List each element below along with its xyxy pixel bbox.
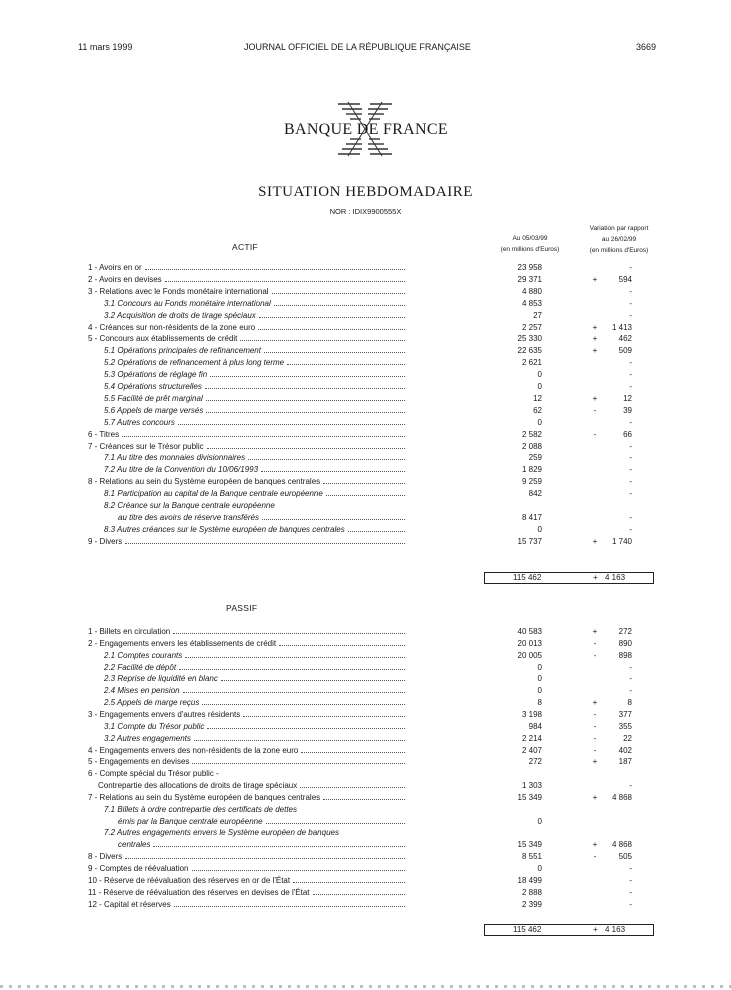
dotted-leader <box>192 763 405 764</box>
table-row <box>0 805 731 817</box>
row-label: 2.2 Facilité de dépôt <box>104 662 177 672</box>
row-amount: 0 <box>537 864 542 873</box>
dotted-leader <box>125 858 405 859</box>
row-variation-sign: - <box>593 721 597 731</box>
row-amount: 2 214 <box>521 733 542 743</box>
dotted-leader <box>326 495 405 496</box>
row-variation: 377 <box>618 709 632 719</box>
table-row <box>0 817 731 829</box>
row-amount: 20 005 <box>517 650 542 660</box>
dotted-leader <box>287 364 405 365</box>
dotted-leader <box>192 870 405 871</box>
row-variation: - <box>629 781 632 791</box>
table-row <box>0 781 731 793</box>
dotted-leader <box>272 293 405 294</box>
row-variation-sign: + <box>592 346 598 356</box>
row-label: 8 - Divers <box>88 852 123 862</box>
row-amount: 15 349 <box>517 792 542 802</box>
dotted-leader <box>194 740 405 741</box>
row-label: 12 - Capital et réserves <box>88 899 171 909</box>
row-amount: 12 <box>533 393 542 403</box>
logo-text: BANQUE DE FRANCE <box>284 121 448 138</box>
row-amount: 2 621 <box>521 358 542 368</box>
row-label: 2.4 Mises en pension <box>104 686 180 696</box>
row-variation: - <box>629 674 632 684</box>
column-header-date: Au 05/03/99 <box>512 235 548 242</box>
row-variation: 462 <box>618 334 632 344</box>
dotted-leader <box>165 281 405 282</box>
dotted-leader <box>261 471 405 472</box>
table-row <box>0 746 731 758</box>
row-amount: 2 582 <box>521 429 542 439</box>
row-variation: - <box>629 441 632 451</box>
row-variation: 12 <box>623 393 632 403</box>
table-row <box>0 864 731 876</box>
row-amount: 1 303 <box>521 781 542 791</box>
row-variation-sign: - <box>593 745 597 755</box>
row-label: 2.5 Appels de marge reçus <box>104 698 200 708</box>
dotted-leader <box>207 728 405 729</box>
row-variation-sign: - <box>593 405 597 415</box>
table-row <box>0 299 731 311</box>
table-row <box>0 769 731 781</box>
row-variation: 187 <box>618 757 632 767</box>
dotted-leader <box>301 752 405 753</box>
row-label: 8.2 Créance sur la Banque centrale européenne <box>104 501 275 510</box>
table-row <box>0 275 731 287</box>
row-variation: 402 <box>618 745 632 755</box>
dotted-leader <box>240 340 405 341</box>
row-amount: 18 499 <box>517 875 542 885</box>
table-row <box>0 323 731 335</box>
row-variation: - <box>629 453 632 463</box>
table-row <box>0 698 731 710</box>
row-label: 8.3 Autres créances sur le Système européen de banques centrales <box>104 524 345 534</box>
row-label: 7 - Créances sur le Trésor public <box>88 441 204 451</box>
row-label: 5.7 Autres concours <box>104 417 175 427</box>
row-amount: 0 <box>537 382 542 391</box>
dotted-leader <box>174 906 405 907</box>
row-label: 5.6 Appels de marge versés <box>104 405 204 415</box>
row-amount: 272 <box>528 757 542 767</box>
row-label: 2 - Avoirs en devises <box>88 274 162 284</box>
row-variation: 898 <box>618 650 632 660</box>
column-header-unit: (en millions d'Euros) <box>500 246 560 253</box>
row-variation: 272 <box>618 627 632 636</box>
row-amount: 15 349 <box>517 840 542 850</box>
table-row <box>0 674 731 686</box>
row-amount: 2 088 <box>521 441 542 451</box>
row-variation-sign: - <box>593 638 597 648</box>
table-row <box>0 852 731 864</box>
dotted-leader <box>262 519 405 520</box>
row-variation: - <box>629 465 632 475</box>
row-amount: 0 <box>537 816 542 826</box>
row-variation: 1 413 <box>611 322 632 332</box>
row-amount: 259 <box>528 453 542 463</box>
dotted-leader <box>274 305 405 306</box>
table-row <box>0 663 731 675</box>
table-row <box>0 382 731 394</box>
page-title: SITUATION HEBDOMADAIRE <box>258 184 473 200</box>
dotted-leader <box>153 846 405 847</box>
row-label: 5 - Engagements en devises <box>88 757 190 767</box>
row-amount: 9 259 <box>521 477 542 487</box>
row-variation: 594 <box>618 274 632 284</box>
table-row <box>0 287 731 299</box>
row-label: 3.2 Acquisition de droits de tirage spéciaux <box>104 310 256 320</box>
dotted-leader <box>205 388 405 389</box>
table-row <box>0 686 731 698</box>
table-row <box>0 453 731 465</box>
row-variation: - <box>629 899 632 909</box>
row-amount: 4 853 <box>521 298 542 308</box>
row-amount: 40 583 <box>517 627 542 636</box>
table-row <box>0 757 731 769</box>
row-label: 3.1 Concours au Fonds monétaire international <box>104 298 271 308</box>
passif-total-box <box>484 924 654 936</box>
row-variation: - <box>629 524 632 534</box>
scan-artifact-line <box>0 985 731 988</box>
table-row <box>0 513 731 525</box>
row-label: 7 - Relations au sein du Système européen de banques centrales <box>88 792 321 802</box>
dotted-leader <box>300 787 405 788</box>
row-label: 2 - Engagements envers les établissements de crédit <box>88 638 277 648</box>
row-label: émis par la Banque centrale européenne <box>118 816 263 826</box>
row-variation: - <box>629 875 632 885</box>
row-variation-sign: + <box>592 393 598 403</box>
row-variation: 355 <box>618 721 632 731</box>
table-row <box>0 793 731 805</box>
row-variation: - <box>629 489 632 499</box>
row-amount: 0 <box>537 417 542 427</box>
row-variation: - <box>629 686 632 696</box>
row-amount: 4 880 <box>521 286 542 296</box>
row-variation-sign: - <box>593 852 597 862</box>
row-label: 9 - Comptes de réévaluation <box>88 864 189 873</box>
table-row <box>0 358 731 370</box>
row-label: 6 - Titres <box>88 429 120 439</box>
row-label: 8 - Relations au sein du Système européen de banques centrales <box>88 477 321 487</box>
table-row <box>0 876 731 888</box>
row-variation: - <box>629 286 632 296</box>
dotted-leader <box>173 633 405 634</box>
dotted-leader <box>221 680 405 681</box>
row-amount: 1 829 <box>521 465 542 475</box>
row-label: 2.1 Comptes courants <box>104 650 183 660</box>
column-header-variation-unit: (en millions d'Euros) <box>589 247 649 254</box>
row-variation: 1 740 <box>611 536 632 546</box>
table-row <box>0 394 731 406</box>
row-variation-sign: - <box>593 429 597 439</box>
row-variation-sign: + <box>592 627 598 636</box>
row-amount: 984 <box>528 721 542 731</box>
row-amount: 62 <box>533 405 542 415</box>
row-variation: - <box>629 887 632 897</box>
row-label: 10 - Réserve de réévaluation des réserves en or de l'État <box>88 875 291 885</box>
row-variation-sign: + <box>592 792 598 802</box>
row-variation: - <box>629 263 632 272</box>
row-amount: 8 <box>537 698 542 708</box>
row-variation: - <box>629 417 632 427</box>
header-journal: JOURNAL OFFICIEL DE LA RÉPUBLIQUE FRANÇAISE <box>244 42 471 52</box>
row-variation: - <box>629 662 632 672</box>
row-label: 3.1 Compte du Trésor public <box>104 721 205 731</box>
row-label: 5.5 Facilité de prêt marginal <box>104 393 203 403</box>
dotted-leader <box>266 823 405 824</box>
row-variation: - <box>629 310 632 320</box>
dotted-leader <box>323 799 405 800</box>
row-label: 4 - Créances sur non-résidents de la zone euro <box>88 322 256 332</box>
dotted-leader <box>323 483 405 484</box>
row-variation-sign: + <box>592 840 598 850</box>
row-variation: 505 <box>618 852 632 862</box>
row-variation: 66 <box>623 429 632 439</box>
table-row <box>0 263 731 275</box>
table-row <box>0 840 731 852</box>
row-variation: - <box>629 512 632 522</box>
dotted-leader <box>313 894 405 895</box>
row-variation-sign: + <box>592 274 598 284</box>
row-amount: 2 888 <box>521 887 542 897</box>
dotted-leader <box>122 436 405 437</box>
banque-de-france-logo <box>240 96 490 160</box>
table-row <box>0 651 731 663</box>
dotted-leader <box>279 645 405 646</box>
row-amount: 20 013 <box>517 638 542 648</box>
row-label: 9 - Divers <box>88 536 123 546</box>
nor-reference: NOR : IDIX9900555X <box>329 207 402 216</box>
actif-total-variation: 4 163 <box>605 573 626 582</box>
row-label: 4 - Engagements envers des non-résidents de la zone euro <box>88 745 299 755</box>
row-amount: 3 198 <box>521 709 542 719</box>
table-row <box>0 489 731 501</box>
row-label: 2.3 Reprise de liquidité en blanc <box>104 674 218 684</box>
dotted-leader <box>202 704 405 705</box>
row-label: 1 - Billets en circulation <box>88 627 171 636</box>
row-variation-sign: - <box>593 709 597 719</box>
actif-section-title: ACTIF <box>232 242 259 252</box>
table-row <box>0 465 731 477</box>
row-variation: 39 <box>623 405 632 415</box>
row-amount: 0 <box>537 674 542 684</box>
dotted-leader <box>248 459 405 460</box>
column-header-variation-title: Variation par rapport <box>589 225 649 232</box>
row-variation: - <box>629 358 632 368</box>
dotted-leader <box>348 531 405 532</box>
dotted-leader <box>206 400 405 401</box>
row-label: au titre des avoirs de réserve transférés <box>118 512 259 522</box>
actif-total-sign: + <box>593 573 598 582</box>
row-variation-sign: + <box>592 334 598 344</box>
dotted-leader <box>258 329 405 330</box>
dotted-leader <box>206 412 405 413</box>
table-row <box>0 734 731 746</box>
row-label: centrales <box>118 840 151 850</box>
row-variation: - <box>629 864 632 873</box>
row-amount: 2 399 <box>521 899 542 909</box>
table-row <box>0 639 731 651</box>
row-label: 5.2 Opérations de refinancement à plus long terme <box>104 358 285 368</box>
row-variation: 4 868 <box>611 792 632 802</box>
table-row <box>0 311 731 323</box>
table-row <box>0 477 731 489</box>
row-variation: 8 <box>627 698 632 708</box>
row-amount: 2 407 <box>521 745 542 755</box>
row-label: 5 - Concours aux établissements de crédit <box>88 334 238 344</box>
row-label: 7.2 Au titre de la Convention du 10/06/1993 <box>104 465 259 475</box>
table-row <box>0 406 731 418</box>
table-row <box>0 501 731 513</box>
dotted-leader <box>210 376 405 377</box>
row-amount: 23 958 <box>517 263 542 272</box>
row-variation-sign: + <box>592 536 598 546</box>
row-amount: 29 371 <box>517 274 542 284</box>
passif-section-title: PASSIF <box>226 603 258 613</box>
row-variation-sign: - <box>593 650 597 660</box>
row-label: 7.2 Autres engagements envers le Système européen de banques <box>104 828 339 838</box>
row-amount: 0 <box>537 524 542 534</box>
table-row <box>0 370 731 382</box>
row-amount: 8 551 <box>521 852 542 862</box>
row-label: 11 - Réserve de réévaluation des réserves en devises de l'État <box>88 887 310 897</box>
dotted-leader <box>183 692 405 693</box>
table-row <box>0 627 731 639</box>
row-variation-sign: - <box>593 733 597 743</box>
row-amount: 0 <box>537 686 542 696</box>
row-label: Contrepartie des allocations de droits de tirage spéciaux <box>98 781 298 791</box>
dotted-leader <box>293 882 405 883</box>
actif-total-value: 115 462 <box>513 573 542 582</box>
column-header-amount <box>488 233 572 255</box>
dotted-leader <box>178 424 405 425</box>
row-variation-sign: + <box>592 322 598 332</box>
row-label: 7.1 Au titre des monnaies divisionnaires <box>104 453 246 463</box>
row-variation: - <box>629 298 632 308</box>
row-variation-sign: + <box>592 757 598 767</box>
row-amount: 842 <box>528 489 542 499</box>
table-row <box>0 900 731 912</box>
row-amount: 8 417 <box>521 512 542 522</box>
column-header-variation <box>574 223 664 256</box>
row-amount: 0 <box>537 370 542 380</box>
table-row <box>0 430 731 442</box>
row-amount: 22 635 <box>517 346 542 356</box>
row-label: 6 - Compte spécial du Trésor public - <box>88 769 219 779</box>
row-amount: 15 737 <box>517 536 542 546</box>
row-variation: 22 <box>623 733 632 743</box>
dotted-leader <box>185 657 405 658</box>
row-label: 3.2 Autres engagements <box>104 733 191 743</box>
row-variation: 890 <box>618 638 632 648</box>
row-label: 3 - Relations avec le Fonds monétaire international <box>88 286 269 296</box>
dotted-leader <box>145 269 405 270</box>
table-row <box>0 418 731 430</box>
table-row <box>0 828 731 840</box>
dotted-leader <box>179 669 405 670</box>
row-variation: - <box>629 477 632 487</box>
passif-total-sign: + <box>593 925 598 934</box>
row-amount: 25 330 <box>517 334 542 344</box>
row-label: 7.1 Billets à ordre contrepartie des certificats de dettes <box>104 804 297 814</box>
row-amount: 0 <box>537 662 542 672</box>
row-variation: 509 <box>618 346 632 356</box>
dotted-leader <box>125 543 405 544</box>
passif-total-value: 115 462 <box>513 925 542 934</box>
passif-total-variation: 4 163 <box>605 925 626 934</box>
table-row <box>0 334 731 346</box>
table-row <box>0 710 731 722</box>
dotted-leader <box>264 352 405 353</box>
row-variation: 4 868 <box>611 840 632 850</box>
row-label: 5.4 Opérations structurelles <box>104 382 202 391</box>
table-row <box>0 888 731 900</box>
table-row <box>0 442 731 454</box>
row-label: 8.1 Participation au capital de la Banque centrale européenne <box>104 489 323 499</box>
row-label: 1 - Avoirs en or <box>88 263 142 272</box>
dotted-leader <box>207 448 405 449</box>
row-label: 3 - Engagements envers d'autres résidents <box>88 709 241 719</box>
table-row <box>0 346 731 358</box>
table-row <box>0 537 731 549</box>
row-variation: - <box>629 382 632 391</box>
row-variation-sign: + <box>592 698 598 708</box>
dotted-leader <box>259 317 405 318</box>
column-header-variation-date: au 26/02/99 <box>601 236 637 243</box>
dotted-leader <box>243 716 405 717</box>
row-amount: 27 <box>533 310 542 320</box>
table-row <box>0 525 731 537</box>
header-page-number: 3669 <box>636 42 657 52</box>
row-label: 5.1 Opérations principales de refinancement <box>104 346 261 356</box>
table-row <box>0 722 731 734</box>
row-label: 5.3 Opérations de réglage fin <box>104 370 208 380</box>
actif-total-box <box>484 572 654 584</box>
row-amount: 2 257 <box>521 322 542 332</box>
row-variation: - <box>629 370 632 380</box>
header-date: 11 mars 1999 <box>78 42 133 52</box>
